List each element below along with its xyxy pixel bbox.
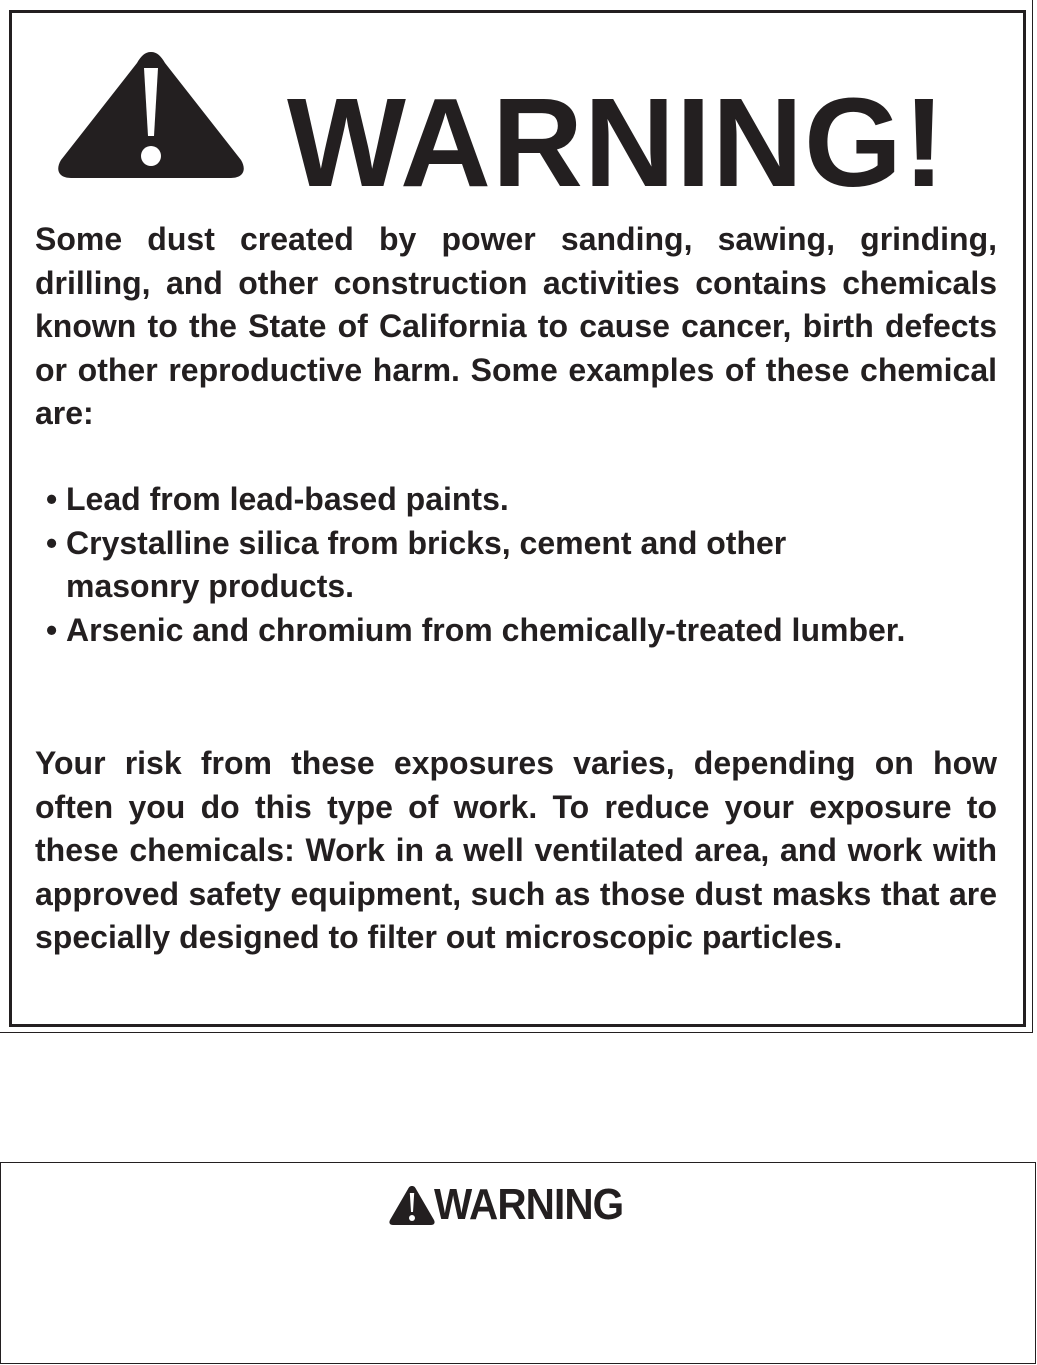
warning-triangle-icon [388,1184,436,1226]
bullet-icon: • [46,611,58,648]
list-item-text: Crystalline silica from bricks, cement and other masonry products. [66,524,787,605]
warning-paragraph-intro: Some dust created by power sanding, sawing, grinding, drilling, and other construction activities contains chemicals known to the State of California to cause cancer, birth defects or other reproductive harm. Some examples of these chemical are: [35,221,997,432]
warning-triangle-icon [55,48,247,180]
chemical-examples-list [46,478,946,652]
warning-header [55,48,1005,213]
bullet-icon: • [46,524,58,561]
list-item [46,522,916,609]
warning-title: WARNING! [287,72,946,213]
bullet-icon: • [46,481,58,517]
second-warning-title: WARNING [434,1180,624,1229]
second-warning-header [388,1180,640,1230]
warning-paragraph-risk: Your risk from these exposures varies, depending on how often you do this type of work. To reduce your exposure to these chemicals: Work in a well ventilated area, and work with approved safety equipment, such as those dust masks that are specially designed to filter out microscopic particles. [35,745,997,956]
list-item-text: Arsenic and chromium from chemically-treated lumber. [66,611,906,648]
list-item [46,609,916,653]
list-item [46,478,946,522]
list-item-text: Lead from lead-based paints. [66,481,509,517]
